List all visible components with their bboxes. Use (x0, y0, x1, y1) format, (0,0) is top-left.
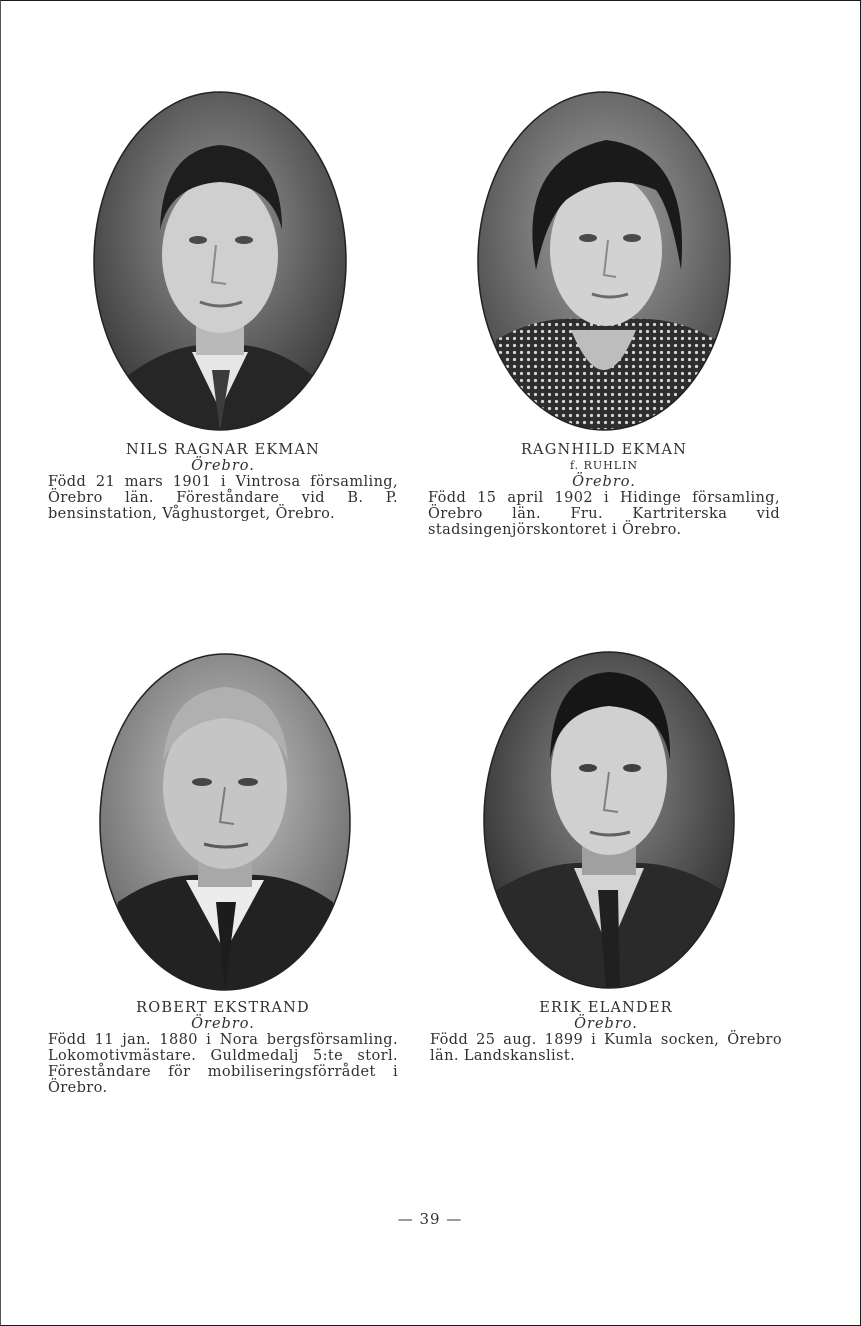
person-bio: Född 11 jan. 1880 i Nora bergsförsamling. Lokomotivmästare. Guldmedalj 5:te storl. Föreståndare för mobiliseringsförrådet i Örebro. (48, 1032, 398, 1096)
person-place: Örebro. (572, 474, 636, 490)
person-place: Örebro. (574, 1016, 638, 1032)
person-place: Örebro. (191, 1016, 255, 1032)
portrait-photo-ragnhild-ekman (476, 90, 732, 432)
caption-robert-ekstrand (48, 1000, 398, 1096)
caption-ragnhild-ekman (428, 442, 780, 538)
caption-erik-elander (430, 1000, 782, 1064)
caption-nils-ragnar-ekman (48, 442, 398, 522)
person-name: ROBERT EKSTRAND (136, 1000, 310, 1016)
person-place: Örebro. (191, 458, 255, 474)
person-maiden-name: f. RUHLIN (569, 459, 639, 472)
person-name: NILS RAGNAR EKMAN (125, 442, 321, 458)
portrait-photo-robert-ekstrand (98, 652, 352, 992)
person-bio: Född 15 april 1902 i Hidinge församling, Örebro län. Fru. Kartriterska vid stadsingenjörskontoret i Örebro. (428, 490, 780, 538)
person-bio: Född 21 mars 1901 i Vintrosa församling, Örebro län. Föreståndare vid B. P. bensinstation, Våghustorget, Örebro. (48, 474, 398, 522)
page-number: — 39 — (397, 1210, 463, 1228)
person-name: ERIK ELANDER (539, 1000, 673, 1016)
portrait-photo-nils-ragnar-ekman (92, 90, 348, 432)
person-bio: Född 25 aug. 1899 i Kumla socken, Örebro län. Landskanslist. (430, 1032, 782, 1064)
person-name: RAGNHILD EKMAN (520, 442, 688, 458)
portrait-photo-erik-elander (482, 650, 736, 990)
